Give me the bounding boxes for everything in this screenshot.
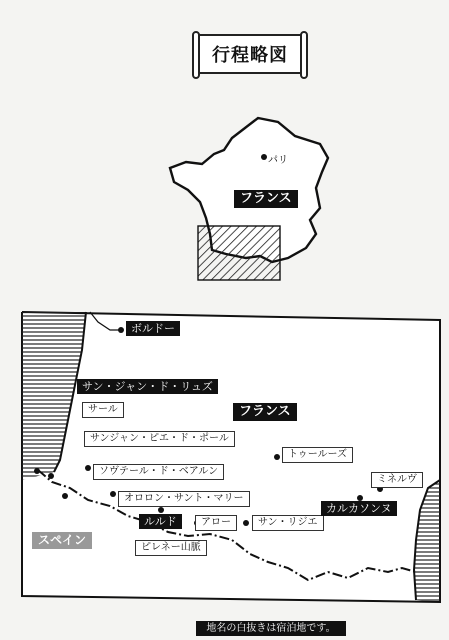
toulouse-dot <box>274 454 280 460</box>
paris-label: パリ <box>268 155 288 166</box>
place-label-saint-jean-pied-de-port: サンジャン・ピエ・ド・ポール <box>84 431 235 447</box>
detail-area-hatch <box>198 226 280 280</box>
oloron-dot <box>110 491 116 497</box>
place-label-toulouse: トゥールーズ <box>282 447 353 463</box>
place-label-saint-lizier: サン・リジエ <box>252 515 324 531</box>
sare-dot <box>48 473 54 479</box>
place-label-sauveterre: ソヴテール・ド・ベアルン <box>93 464 224 480</box>
spain-label: スペイン <box>32 532 92 549</box>
place-label-saint-jean-de-luz: サン・ジャン・ド・リュズ <box>77 379 218 394</box>
footnote: 地名の白抜きは宿泊地です。 <box>196 621 346 636</box>
map-frame <box>22 312 440 602</box>
lourdes-dot <box>158 507 164 513</box>
place-label-carcassonne: カルカソンヌ <box>321 501 397 516</box>
sauveterre-dot <box>85 465 91 471</box>
overview-france-label: フランス <box>234 190 298 208</box>
place-label-arreau: アロー <box>195 515 237 531</box>
place-label-lourdes: ルルド <box>139 514 182 529</box>
place-label-minerve: ミネルヴ <box>371 472 423 488</box>
detail-france-label: フランス <box>233 403 297 421</box>
place-label-oloron: オロロン・サント・マリー <box>118 491 250 507</box>
map-title: 行程略図 <box>198 34 302 74</box>
place-label-bordeaux: ボルドー <box>126 321 180 336</box>
pyrenees-label: ピレネー山脈 <box>135 540 207 556</box>
place-label-sare: サール <box>82 402 124 418</box>
saint-jean-de-luz-dot <box>34 468 40 474</box>
detail-map <box>18 310 444 606</box>
paris-dot <box>261 154 267 160</box>
saint-jean-pied-de-port-dot <box>62 493 68 499</box>
bordeaux-dot <box>118 327 124 333</box>
saint-lizier-dot <box>243 520 249 526</box>
